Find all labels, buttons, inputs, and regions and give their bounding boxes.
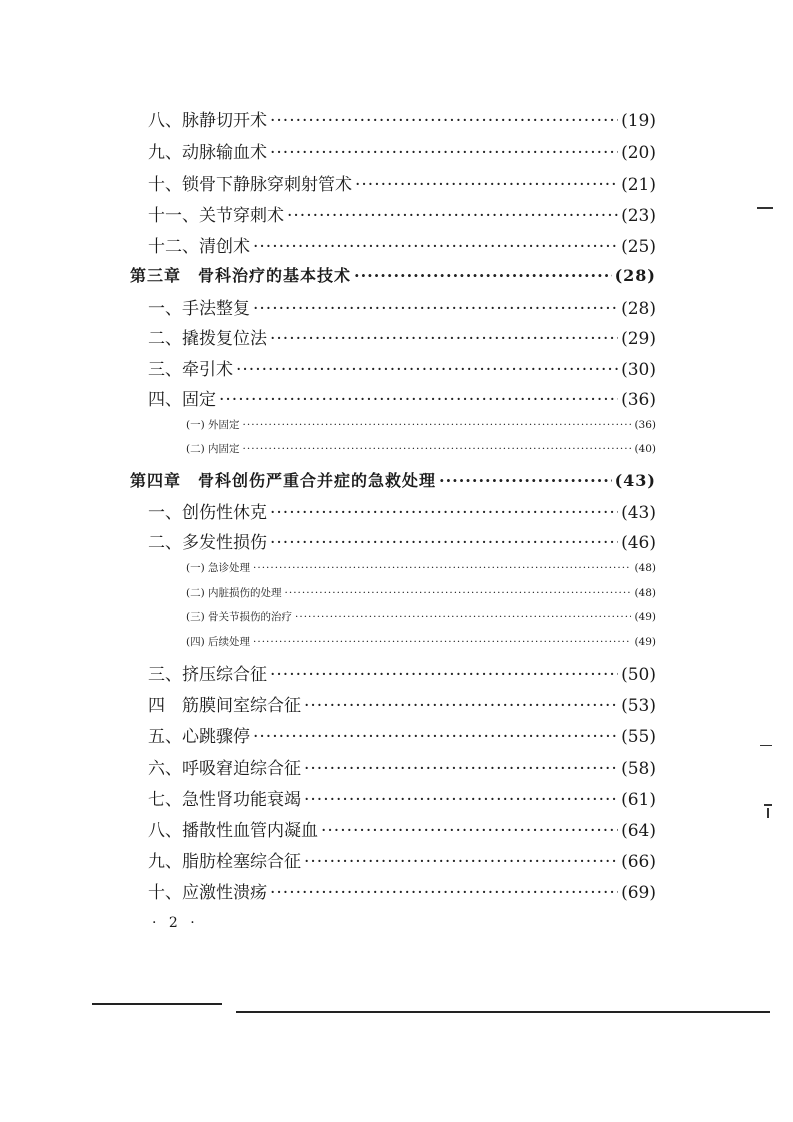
toc-entry-title: 八、脉静切开术 [148, 111, 267, 131]
toc-entry-page: (58) [621, 759, 656, 779]
toc-entry-page: (48) [634, 562, 656, 574]
leader-dots [253, 562, 631, 574]
toc-entry-page: (28) [621, 299, 656, 319]
toc-chapter-title: 第四章 骨科创伤严重合并症的急救处理 [130, 471, 437, 490]
toc-entry-page: (69) [621, 883, 656, 903]
leader-dots [270, 533, 618, 553]
leader-dots [304, 759, 618, 779]
toc-entry-page: (55) [621, 727, 656, 747]
leader-dots [270, 665, 618, 685]
toc-entry [148, 660, 656, 685]
toc-entry-title: 四 筋膜间室综合征 [148, 696, 301, 716]
leader-dots [304, 790, 618, 810]
toc-entry-title: 九、脂肪栓塞综合征 [148, 852, 301, 872]
toc-entry-title: 十、应激性溃疡 [148, 883, 267, 903]
toc-chapter-title: 第三章 骨科治疗的基本技术 [130, 266, 352, 285]
leader-dots [304, 852, 618, 872]
leader-dots [295, 611, 631, 623]
toc-entry [148, 691, 656, 716]
toc-entry [148, 138, 656, 163]
toc-entry [148, 232, 656, 257]
toc-subentry [186, 417, 656, 432]
toc-entry [148, 816, 656, 841]
toc-entry [148, 878, 656, 903]
toc-entry [148, 754, 656, 779]
toc-entry-title: 九、动脉输血术 [148, 143, 267, 163]
toc-entry-page: (20) [621, 143, 656, 163]
toc-entry-title: 五、心跳骤停 [148, 727, 250, 747]
leader-dots [219, 390, 618, 410]
toc-entry-title: 二、多发性损伤 [148, 533, 267, 553]
toc-entry-page: (66) [621, 852, 656, 872]
toc-entry-page: (43) [621, 503, 656, 523]
toc-entry-page: (49) [634, 611, 656, 623]
toc-entry-title: 一、创伤性休克 [148, 503, 267, 523]
leader-dots [253, 636, 631, 648]
leader-dots [439, 471, 612, 490]
toc-entry-title: 一、手法整复 [148, 299, 250, 319]
toc-subentry [186, 560, 656, 575]
leader-dots [270, 503, 618, 523]
toc-chapter-heading [130, 263, 656, 286]
toc-entry-page: (28) [614, 266, 656, 285]
toc-entry [148, 201, 656, 226]
toc-entry-title: (二) 内脏损伤的处理 [186, 587, 282, 599]
bottom-rule-right [236, 1011, 770, 1013]
toc-entry-title: 三、牵引术 [148, 360, 233, 380]
leader-dots [287, 206, 618, 226]
toc-entry [148, 324, 656, 349]
toc-entry-page: (64) [621, 821, 656, 841]
leader-dots [253, 237, 618, 257]
bottom-rule-left [92, 1003, 222, 1005]
toc-entry-title: 八、播散性血管内凝血 [148, 821, 318, 841]
page-number: · 2 · [152, 915, 199, 931]
toc-entry-page: (50) [621, 665, 656, 685]
toc-subentry [186, 634, 656, 649]
toc-entry-page: (30) [621, 360, 656, 380]
toc-entry [148, 528, 656, 553]
leader-dots [270, 329, 618, 349]
toc-entry-page: (23) [621, 206, 656, 226]
leader-dots [354, 266, 612, 285]
toc-entry-title: 十二、清创术 [148, 237, 250, 257]
toc-entry-title: (三) 骨关节损伤的治疗 [186, 611, 293, 623]
leader-dots [285, 587, 632, 599]
toc-entry-page: (53) [621, 696, 656, 716]
toc-entry-page: (21) [621, 175, 656, 195]
toc-entry-title: 四、固定 [148, 390, 216, 410]
toc-entry-title: 六、呼吸窘迫综合征 [148, 759, 301, 779]
toc-entry-title: (四) 后续处理 [186, 636, 251, 648]
toc-subentry [186, 585, 656, 600]
leader-dots [270, 111, 618, 131]
toc-entry [148, 294, 656, 319]
toc-entry-page: (48) [634, 587, 656, 599]
toc-entry-page: (46) [621, 533, 656, 553]
toc-entry [148, 170, 656, 195]
toc-entry [148, 847, 656, 872]
toc-entry-page: (19) [621, 111, 656, 131]
toc-entry [148, 106, 656, 131]
toc-subentry [186, 441, 656, 456]
toc-entry [148, 355, 656, 380]
scan-speck [760, 745, 772, 746]
toc-entry-page: (36) [621, 390, 656, 410]
toc-entry-title: (一) 急诊处理 [186, 562, 251, 574]
toc-entry-title: 七、急性肾功能衰竭 [148, 790, 301, 810]
leader-dots [243, 443, 632, 455]
leader-dots [253, 727, 618, 747]
toc-entry-page: (61) [621, 790, 656, 810]
toc-entry-page: (25) [621, 237, 656, 257]
toc-entry-page: (29) [621, 329, 656, 349]
toc-entry-page: (43) [614, 471, 656, 490]
leader-dots [270, 883, 618, 903]
toc-entry [148, 498, 656, 523]
leader-dots [355, 175, 618, 195]
scan-speck [757, 207, 773, 209]
toc-subentry [186, 609, 656, 624]
leader-dots [321, 821, 618, 841]
leader-dots [253, 299, 618, 319]
leader-dots [270, 143, 618, 163]
toc-entry-title: (一) 外固定 [186, 419, 240, 431]
toc-entry-title: 二、撬拨复位法 [148, 329, 267, 349]
toc-entry [148, 385, 656, 410]
scan-speck [764, 804, 772, 806]
toc-entry-page: (36) [634, 419, 656, 431]
leader-dots [243, 419, 632, 431]
toc-entry-page: (40) [634, 443, 656, 455]
toc-entry-page: (49) [634, 636, 656, 648]
toc-entry-title: 十、锁骨下静脉穿刺射管术 [148, 175, 352, 195]
leader-dots [236, 360, 618, 380]
toc-entry-title: 十一、关节穿刺术 [148, 206, 284, 226]
toc-entry-title: 三、挤压综合征 [148, 665, 267, 685]
toc-entry [148, 722, 656, 747]
leader-dots [304, 696, 618, 716]
toc-entry-title: (二) 内固定 [186, 443, 240, 455]
toc-chapter-heading [130, 468, 656, 491]
scan-speck [767, 808, 769, 818]
toc-entry [148, 785, 656, 810]
